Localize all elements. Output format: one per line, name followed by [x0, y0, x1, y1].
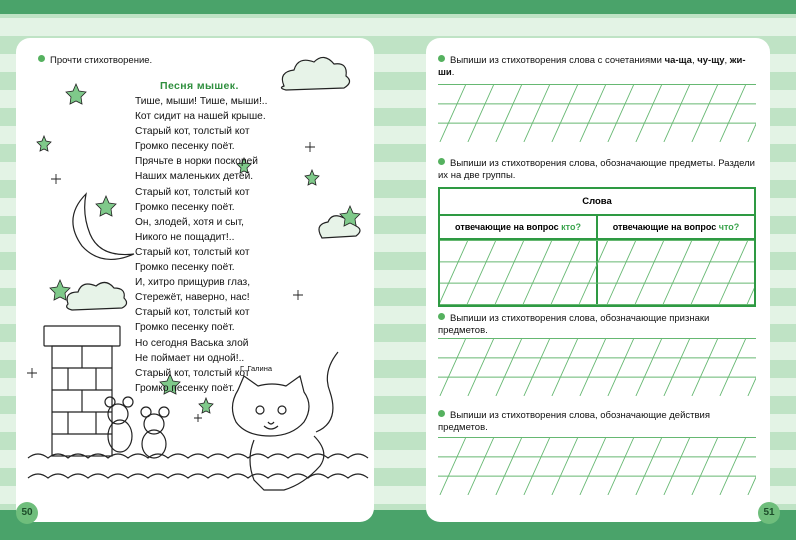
- sparkle-icon: [194, 414, 202, 422]
- poem-line: Громко песенку поёт.: [135, 141, 235, 153]
- poem-line: Старый кот, толстый кот: [135, 186, 250, 198]
- cloud-icon: [67, 282, 127, 310]
- writing-lines-1[interactable]: [438, 84, 756, 142]
- bullet-icon: [438, 313, 445, 320]
- task-adjectives: Выпиши из стихотворения слова, обозначающие признаки предметов.: [438, 313, 710, 336]
- poem-line: Старый кот, толстый кот: [135, 307, 250, 319]
- column-who: отвечающие на вопрос кто?: [440, 216, 598, 240]
- star-icon: [66, 84, 86, 104]
- poem-author: Г. Галина: [240, 364, 273, 373]
- star-icon: [96, 196, 116, 216]
- poem-line: Кот сидит на нашей крыше.: [135, 111, 266, 123]
- poem-line: Стережёт, наверно, нас!: [135, 292, 250, 304]
- chimney: [44, 326, 120, 346]
- sparkle-icon: [51, 174, 61, 184]
- words-table: [438, 187, 756, 307]
- bullet-icon: [438, 55, 445, 62]
- task-read-poem: Прочти стихотворение.: [38, 55, 152, 67]
- poem-line: Громко песенку поёт.: [135, 322, 235, 334]
- poem-line: Прячьте в норки поскорей: [135, 156, 258, 168]
- poem-line: Не поймает ни одной!..: [135, 352, 245, 364]
- poem-title: Песня мышек.: [160, 80, 239, 92]
- column-what: отвечающие на вопрос что?: [598, 216, 754, 240]
- poem-line: Старый кот, толстый кот: [135, 126, 250, 138]
- poem-line: И, хитро прищурив глаз,: [135, 277, 251, 289]
- star-icon: [199, 398, 213, 413]
- poem-line: Громко песенку поёт.: [135, 382, 235, 394]
- poem-line: Громко песенку поёт.: [135, 201, 235, 213]
- star-icon: [305, 170, 319, 185]
- page-number-left: 50: [16, 502, 38, 524]
- poem-line: Он, злодей, хотя и сыт,: [135, 216, 244, 228]
- task-nouns: Выпиши из стихотворения слова, обозначающие предметы. Раздели их на две группы.: [438, 158, 755, 181]
- top-band: [0, 0, 796, 14]
- poem-line: Никого не пощадит!..: [135, 231, 235, 243]
- table-header: Слова: [440, 189, 754, 216]
- poem-line: Громко песенку поёт.: [135, 262, 235, 274]
- poem-line: Старый кот, толстый кот: [135, 367, 250, 379]
- poem-line: Наших маленьких детей.: [135, 171, 254, 183]
- sparkle-icon: [27, 368, 37, 378]
- table-writing-lines[interactable]: [440, 240, 754, 305]
- task-ch-sch: Выпиши из стихотворения слова с сочетаниями ча-ща, чу-щу, жи-ши.: [438, 55, 746, 78]
- task-verbs: Выпиши из стихотворения слова, обозначающие действия предметов.: [438, 410, 710, 433]
- cloud-icon: [281, 57, 349, 90]
- poem-line: Старый кот, толстый кот: [135, 246, 250, 258]
- star-icon: [37, 136, 51, 151]
- bullet-icon: [438, 158, 445, 165]
- writing-lines-3[interactable]: [438, 338, 756, 396]
- poem-line: Тише, мыши! Тише, мыши!..: [135, 96, 268, 107]
- sparkle-icon: [305, 142, 315, 152]
- writing-lines-4[interactable]: [438, 437, 756, 495]
- bullet-icon: [38, 55, 45, 62]
- bullet-icon: [438, 410, 445, 417]
- poem: [135, 94, 267, 396]
- poem-line: Но сегодня Васька злой: [135, 337, 249, 349]
- page-number-right: 51: [758, 502, 780, 524]
- sparkle-icon: [293, 290, 303, 300]
